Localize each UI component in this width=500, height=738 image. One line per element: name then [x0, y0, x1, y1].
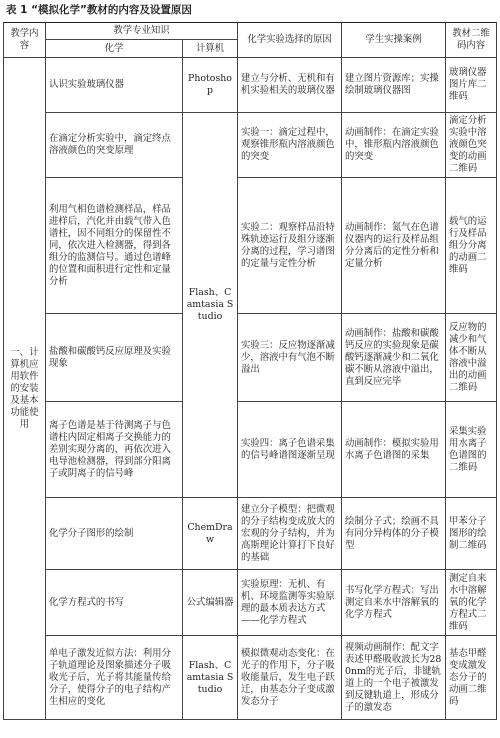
table-row [4, 636, 497, 720]
cell-reason: 实验四：离子色谱采集的信号峰谱图逐渐呈现 [238, 402, 342, 498]
section-label: 一、计算机应用软件的安装及基本功能使用 [4, 58, 46, 720]
cell-qrcode: 采集实验用水离子色谱图的二维码 [446, 402, 497, 498]
cell-case: 视频动画制作：配文字表述甲醛吸收波长为280nm的光子后，非键轨道上的一个电子被激发到反键轨道上，形成分子的激发态 [342, 636, 446, 720]
header-chemistry: 化学 [46, 40, 183, 58]
table-row [4, 178, 497, 314]
cell-case: 动画制作：模拟实验用水离子色谱图的采集 [342, 402, 446, 498]
cell-chemistry: 利用气相色谱检测样品，样品进样后，汽化并由载气带入色谱柱，因不同组分的保留性不同，依次进入检测器，得到各组分的监测信号。通过色谱峰的位置和面积进行定性和定量分析 [46, 178, 183, 314]
cell-reason: 实验二：观察样品沿特殊轨迹运行及组分逐渐分离的过程，学习谱图的定量与定性分析 [238, 178, 342, 314]
cell-qrcode: 滴定分析实验中溶液颜色突变的动画二维码 [446, 113, 497, 178]
cell-qrcode: 载气的运行及样品组分分离的动画二维码 [446, 178, 497, 314]
cell-reason: 实验三：反应物逐渐减少，溶液中有气泡不断溢出 [238, 314, 342, 402]
table-row [4, 402, 497, 498]
header-reason: 化学实验选择的原因 [238, 23, 342, 58]
cell-qrcode: 反应物的减少和气体不断从溶液中溢出的动画二维码 [446, 314, 497, 402]
cell-software: Flash、Camtasia Studio [183, 636, 238, 720]
cell-case: 绘制分子式；绘画不具有同分异构体的分子模型 [342, 498, 446, 570]
cell-software: 公式编辑器 [183, 570, 238, 636]
cell-reason: 建立分子模型：把微观的分子结构变成放大的宏观的分子结构，并为高斯理论计算打下良好的基础 [238, 498, 342, 570]
header-qrcode: 教材二维码内容 [446, 23, 497, 58]
header-row-1 [4, 23, 497, 40]
cell-case: 书写化学方程式：写出测定自来水中溶解氧的化学方程式 [342, 570, 446, 636]
cell-reason: 建立与分析、无机和有机实验相关的玻璃仪器 [238, 58, 342, 113]
table-caption: 表 1 “模拟化学”教材的内容及设置原因 [6, 4, 192, 16]
cell-reason: 模拟微观动态变化：在光子的作用下，分子吸收能量后，发生电子跃迁，由基态分子变成激发态分子 [238, 636, 342, 720]
header-knowledge: 教学专业知识 [46, 23, 238, 40]
table-row [4, 314, 497, 402]
cell-chemistry: 盐酸和碳酸钙反应原理及实验现象 [46, 314, 183, 402]
cell-qrcode: 甲苯分子图形的绘制二维码 [446, 498, 497, 570]
header-case: 学生实操案例 [342, 23, 446, 58]
cell-software-group: Flash、Camtasia Studio [183, 113, 238, 498]
header-computer: 计算机 [183, 40, 238, 58]
cell-chemistry: 离子色谱是基于待测离子与色谱柱内固定相离子交换能力的差别实现分离的，再依次进入电导池检测器，得到部分阳离子或阴离子的信号峰 [46, 402, 183, 498]
header-content: 教学内容 [4, 23, 46, 58]
cell-chemistry: 单电子激发近似方法：利用分子轨道理论及图象描述分子吸收光子后，光子将其能量传给分子，使得分子的电子结构产生相应的变化 [46, 636, 183, 720]
cell-qrcode: 玻璃仪器图片库二维码 [446, 58, 497, 113]
cell-case: 动画制作：在滴定实验中，锥形瓶内溶液颜色的突变 [342, 113, 446, 178]
cell-qrcode: 测定自来水中溶解氧的化学方程式二维码 [446, 570, 497, 636]
cell-chemistry: 认识实验玻璃仪器 [46, 58, 183, 113]
table-row [4, 498, 497, 570]
cell-chemistry: 化学方程式的书写 [46, 570, 183, 636]
table-row [4, 58, 497, 113]
cell-reason: 实验一：滴定过程中，观察锥形瓶内溶液颜色的突变 [238, 113, 342, 178]
cell-chemistry: 在滴定分析实验中，滴定终点溶液颜色的突变原理 [46, 113, 183, 178]
cell-software: Photoshop [183, 58, 238, 113]
table-row [4, 570, 497, 636]
cell-qrcode: 基态甲醛变成激发态分子的动画二维码 [446, 636, 497, 720]
cell-case: 动画制作：氮气在色谱仪器内的运行及样品组分分离后的定性分析和定量分析 [342, 178, 446, 314]
cell-chemistry: 化学分子图形的绘制 [46, 498, 183, 570]
cell-case: 动画制作：盐酸和碳酸钙反应的实验现象是碳酸钙逐渐减少和二氧化碳不断从溶液中溢出，直到反应完毕 [342, 314, 446, 402]
cell-software: ChemDraw [183, 498, 238, 570]
cell-reason: 实验原理：无机、有机、环境监测等实验原理的最本质表达方式——化学方程式 [238, 570, 342, 636]
cell-case: 建立图片资源库；实操绘制玻璃仪器图 [342, 58, 446, 113]
table-row [4, 113, 497, 178]
content-table [3, 22, 497, 720]
